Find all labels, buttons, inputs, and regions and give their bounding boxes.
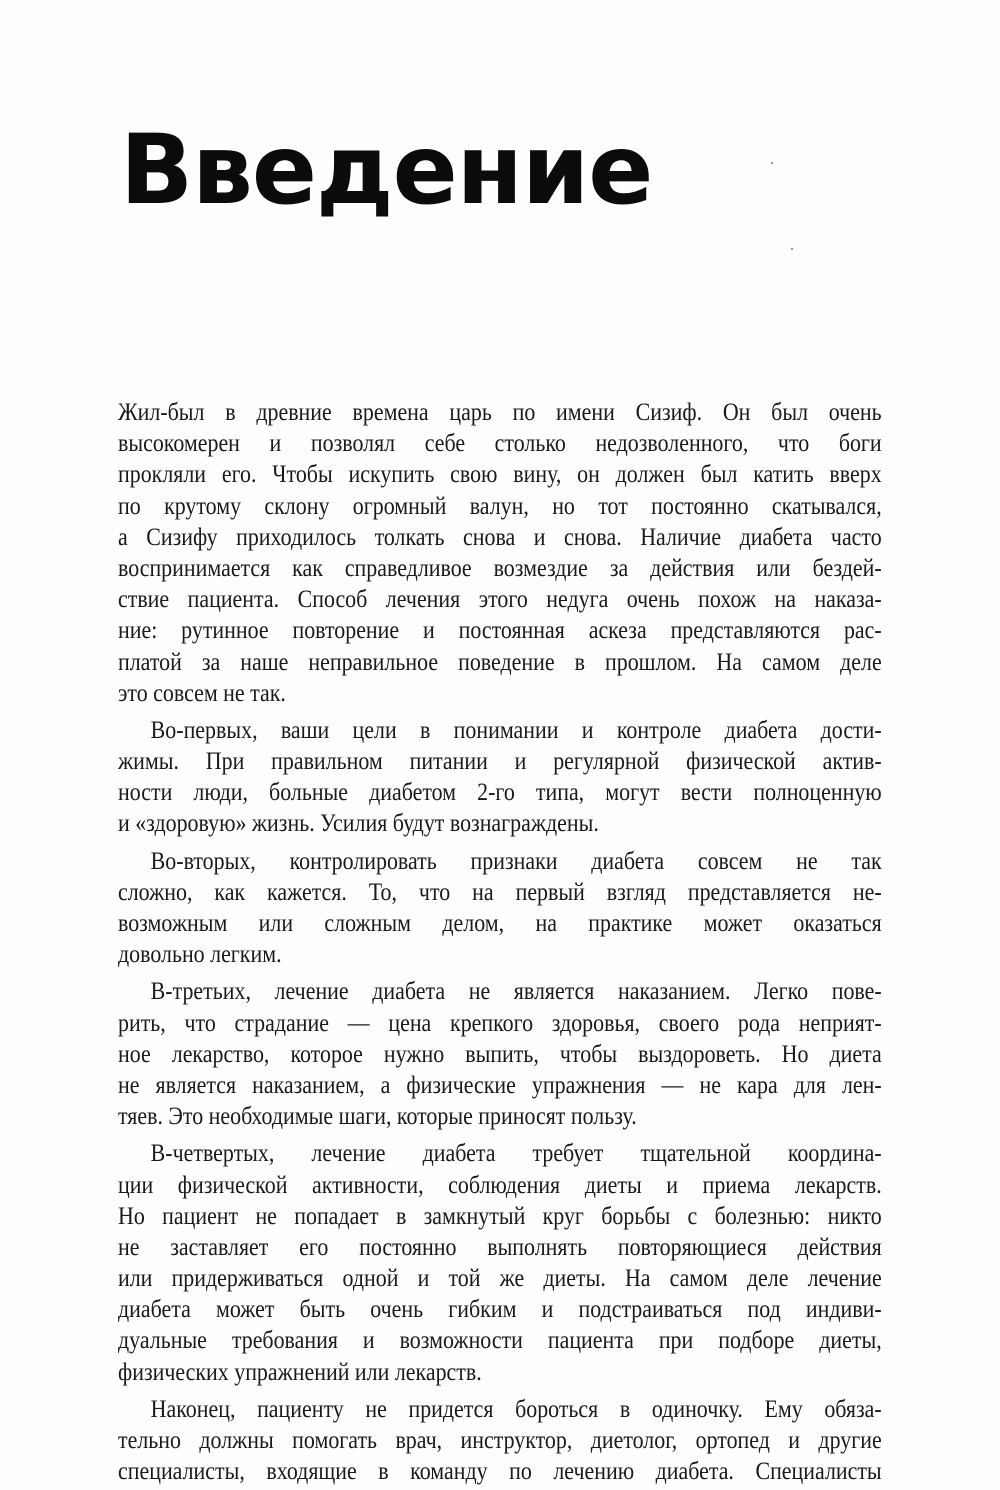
text-line: по крутому склону огромный валун, но тот постоянно скатывался, (118, 490, 882, 520)
paragraph-4 (118, 975, 882, 1131)
text-line: платой за наше неправильное поведение в прошлом. На самом деле (118, 646, 882, 676)
text-line: Во-вторых, контролировать признаки диабета совсем не так (150, 845, 882, 875)
chapter-body (118, 396, 882, 1486)
scan-speck (771, 162, 773, 164)
text-line: жимы. При правильном питании и регулярной физической актив- (118, 746, 882, 776)
text-line: высокомерен и позволял себе столько недозволенного, что боги (118, 428, 882, 458)
text-line: В-третьих, лечение диабета не является наказанием. Легко пове- (150, 976, 882, 1006)
paragraph-6 (118, 1393, 882, 1487)
text-line: прокляли его. Чтобы искупить свою вину, он должен был катить вверх (118, 459, 882, 489)
paragraph-1 (118, 396, 882, 708)
text-line: рить, что страдание — цена крепкого здоровья, своего рода неприят- (118, 1007, 882, 1037)
text-line: тельно должны помогать врач, инструктор, диетолог, ортопед и другие (118, 1425, 882, 1454)
text-line: это совсем не так. (118, 677, 286, 707)
text-line: не является наказанием, а физические упражнения — не кара для лен- (118, 1069, 882, 1099)
text-line: ции физической активности, соблюдения диеты и приема лекарств. (118, 1169, 882, 1199)
chapter-title: Введение (120, 114, 653, 226)
text-line: дуальные требования и возможности пациента при подборе диеты, (118, 1325, 882, 1355)
text-line: довольно легким. (118, 939, 282, 969)
text-line: возможным или сложным делом, на практике может оказаться (118, 908, 882, 937)
text-line: ное лекарство, которое нужно выпить, чтобы выздороветь. Но диета (118, 1038, 882, 1068)
text-line: Жил-был в древние времена царь по имени Сизиф. Он был очень (118, 397, 882, 426)
text-line: ствие пациента. Способ лечения этого недуга очень похож на наказа- (118, 584, 882, 614)
text-line: или придерживаться одной и той же диеты. На самом деле лечение (118, 1263, 882, 1293)
paragraph-2 (118, 714, 882, 839)
text-line: ние: рутинное повторение и постоянная аскеза представляются рас- (118, 615, 882, 645)
text-line: В-четвертых, лечение диабета требует тщательной координа- (150, 1138, 882, 1168)
text-line: Но пациент не попадает в замкнутый круг борьбы с болезнью: никто (118, 1200, 882, 1230)
text-line: Во-первых, ваши цели в понимании и контроле диабета дости- (150, 714, 882, 744)
paragraph-3 (118, 845, 882, 970)
text-line: сложно, как кажется. То, что на первый взгляд представляется не- (118, 876, 882, 906)
text-line: специалисты, входящие в команду по лечению диабета. Специалисты (118, 1456, 882, 1486)
text-line: диабета может быть очень гибким и подстраиваться под индиви- (118, 1294, 882, 1324)
text-line: тяев. Это необходимые шаги, которые приносят пользу. (118, 1101, 637, 1131)
text-line: воспринимается как справедливое возмездие за действия или бездей- (118, 552, 882, 582)
scan-speck (791, 248, 793, 250)
text-line: а Сизифу приходилось толкать снова и снова. Наличие диабета часто (118, 521, 882, 551)
text-line: ности люди, больные диабетом 2-го типа, могут вести полноценную (118, 777, 882, 807)
text-line: и «здоровую» жизнь. Усилия будут вознаграждены. (118, 808, 599, 838)
paragraph-5 (118, 1137, 882, 1387)
text-line: физических упражнений или лекарств. (118, 1356, 482, 1386)
text-line: не заставляет его постоянно выполнять повторяющиеся действия (118, 1231, 882, 1261)
text-line: Наконец, пациенту не придется бороться в одиночку. Ему обяза- (150, 1393, 882, 1423)
